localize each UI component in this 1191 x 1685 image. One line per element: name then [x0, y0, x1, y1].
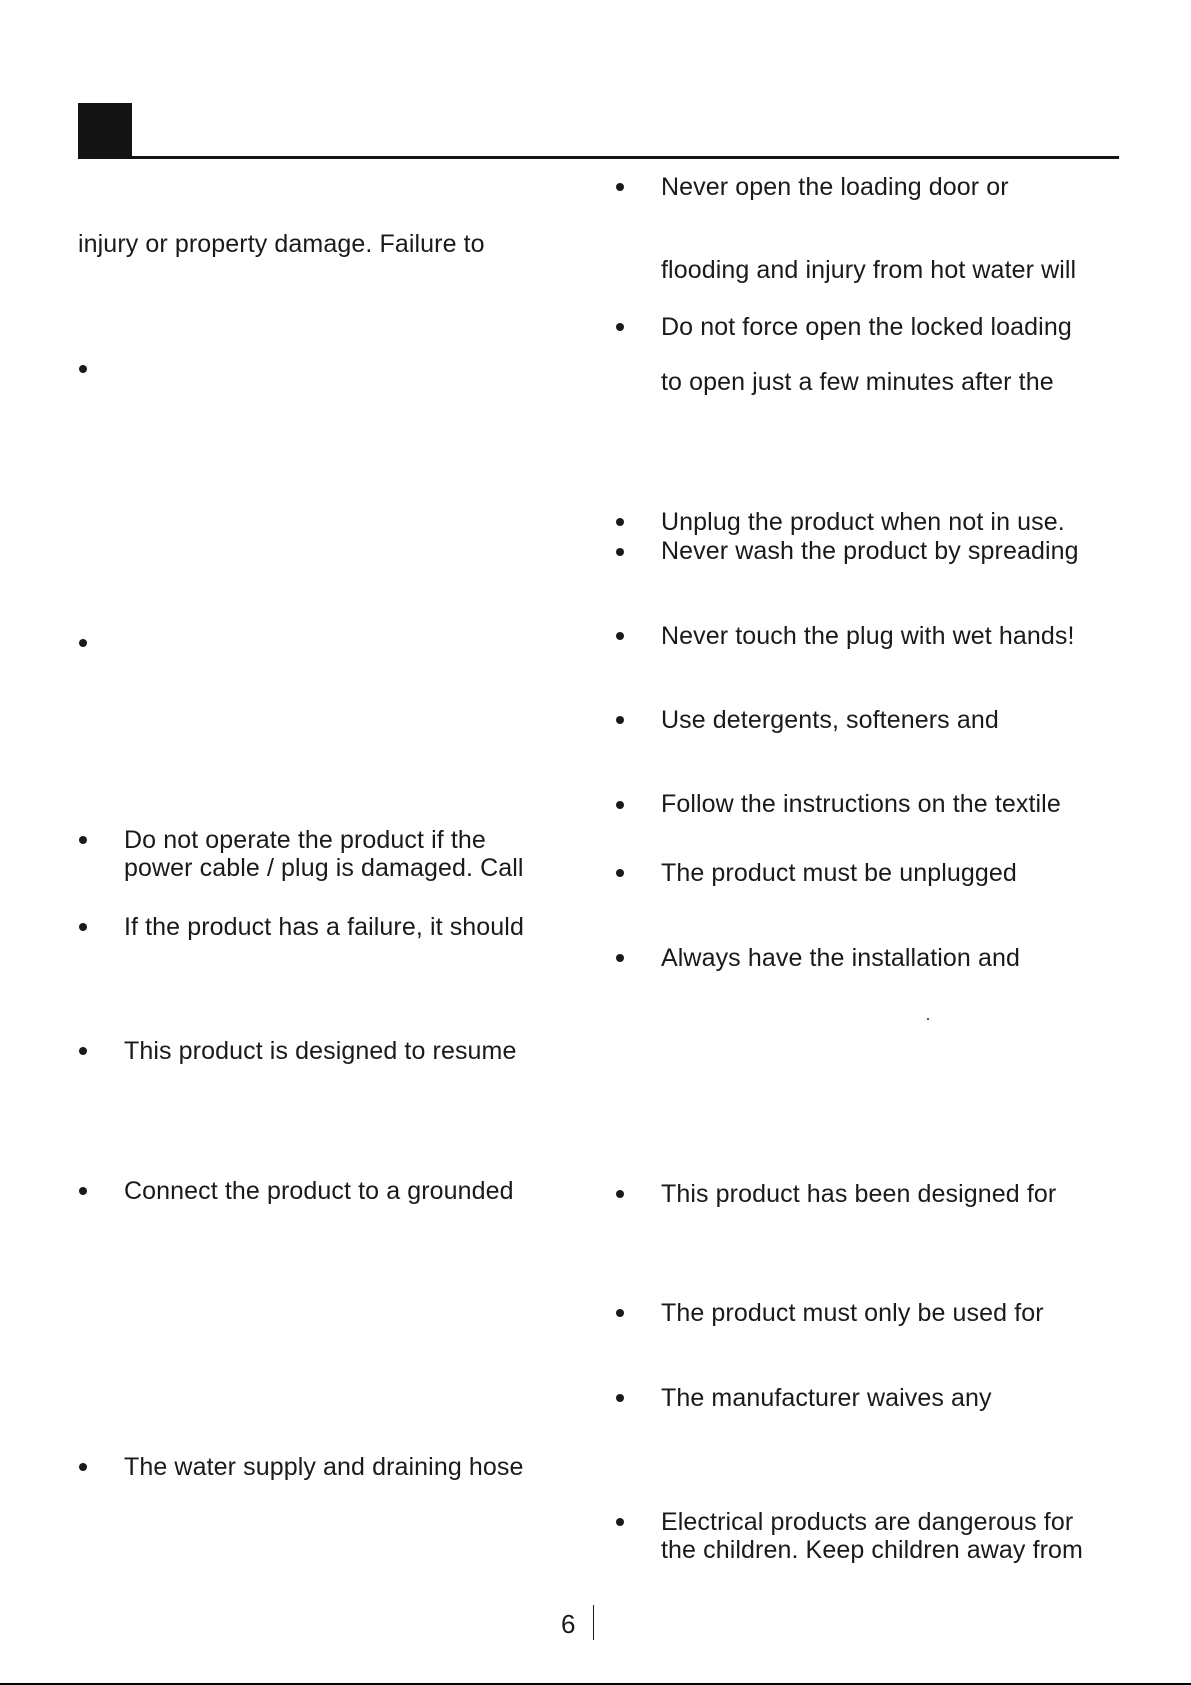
list-item-text: If the product has a failure, it should	[124, 913, 524, 941]
list-item-text: The product must only be used for	[661, 1299, 1044, 1327]
bullet-icon	[616, 1190, 624, 1198]
list-item-text: The manufacturer waives any	[661, 1384, 992, 1412]
list-item-text: Do not operate the product if the	[124, 826, 486, 854]
list-item-text: Never open the loading door or	[661, 173, 1009, 201]
bullet-icon	[79, 365, 87, 373]
list-item-text: This product is designed to resume	[124, 1037, 517, 1065]
bullet-icon	[616, 1309, 624, 1317]
page-number-divider	[593, 1605, 594, 1640]
list-item-text: power cable / plug is damaged. Call	[124, 854, 524, 882]
list-item-text: to open just a few minutes after the	[661, 368, 1054, 396]
bullet-icon	[616, 801, 624, 809]
list-item-text: Do not force open the locked loading	[661, 313, 1072, 341]
bullet-icon	[79, 836, 87, 844]
list-item-text: the children. Keep children away from	[661, 1536, 1083, 1564]
list-item-text: The product must be unplugged	[661, 859, 1017, 887]
bullet-icon	[616, 518, 624, 526]
list-item-text: Use detergents, softeners and	[661, 706, 999, 734]
bullet-icon	[616, 716, 624, 724]
bullet-icon	[616, 548, 624, 556]
page-number: 6	[561, 1609, 576, 1639]
bullet-icon	[616, 954, 624, 962]
bullet-icon	[79, 923, 87, 931]
bullet-icon	[79, 1187, 87, 1195]
bullet-icon	[616, 183, 624, 191]
bullet-icon	[616, 1518, 624, 1526]
list-item-text: Unplug the product when not in use.	[661, 508, 1065, 536]
bullet-icon	[616, 632, 624, 640]
list-item-text: Connect the product to a grounded	[124, 1177, 514, 1205]
bullet-icon	[616, 869, 624, 877]
list-item-text: Always have the installation and	[661, 944, 1020, 972]
bullet-icon	[79, 639, 87, 647]
section-marker	[78, 103, 132, 157]
list-item-text: flooding and injury from hot water will	[661, 256, 1077, 284]
list-item-text: Follow the instructions on the textile	[661, 790, 1061, 818]
list-item-text: This product has been designed for	[661, 1180, 1057, 1208]
bullet-icon	[79, 1047, 87, 1055]
list-item-text: The water supply and draining hose	[124, 1453, 524, 1481]
list-item-text: Never touch the plug with wet hands!	[661, 622, 1075, 650]
stray-mark	[927, 1018, 929, 1020]
bullet-icon	[616, 323, 624, 331]
list-item-text: Never wash the product by spreading	[661, 537, 1079, 565]
bullet-icon	[616, 1394, 624, 1402]
header-rule	[78, 156, 1119, 159]
intro-text: injury or property damage. Failure to	[78, 230, 485, 258]
bullet-icon	[79, 1463, 87, 1471]
list-item-text: Electrical products are dangerous for	[661, 1508, 1074, 1536]
